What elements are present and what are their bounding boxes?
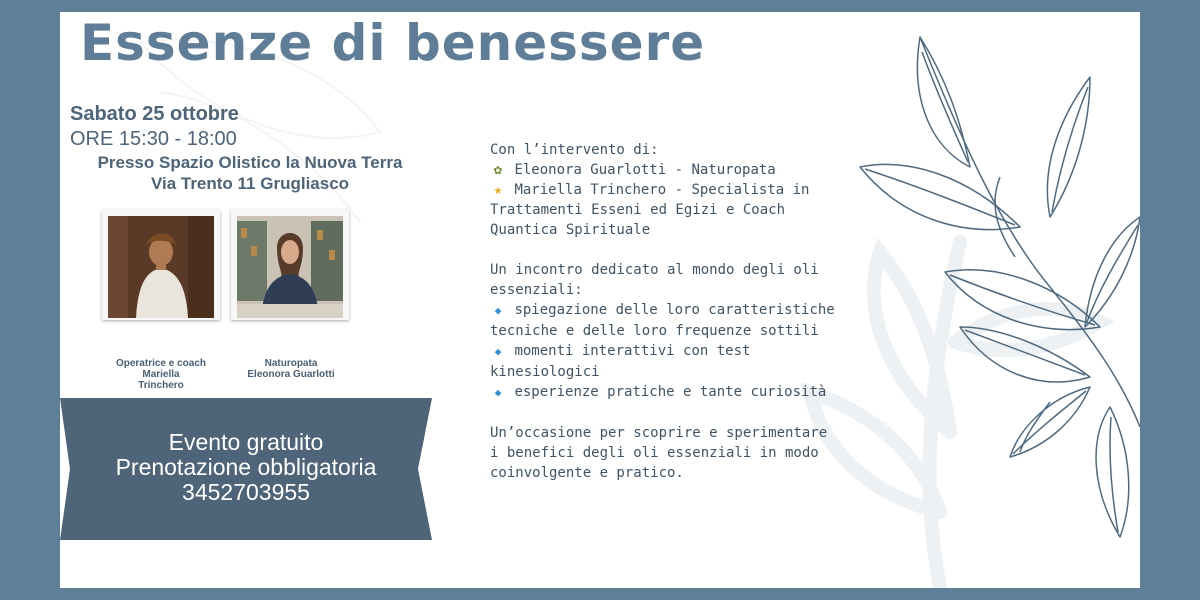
flyer-card — [60, 12, 1140, 588]
speaker-text: Trattamenti Esseni ed Egizi e Coach — [490, 202, 786, 218]
event-description — [490, 140, 850, 483]
bullet-text: kinesiologici — [490, 364, 600, 380]
caption-first-name: Mariella — [142, 369, 180, 380]
portrait-image — [237, 216, 343, 318]
free-event-label: Evento gratuito — [168, 429, 324, 455]
herb-icon: ✿ — [493, 162, 503, 178]
caption-role: Naturopata — [264, 358, 318, 369]
speaker-eleonora — [490, 160, 850, 180]
event-address: Via Trento 11 Grugliasco — [150, 174, 350, 193]
bullet-text: tecniche e delle loro frequenze sottili — [490, 323, 819, 339]
blue-diamond-icon: ◆ — [494, 345, 502, 358]
reservation-label: Prenotazione obbligatoria — [115, 454, 377, 480]
event-details — [70, 102, 430, 194]
speaker-text: Mariella Trinchero - Specialista in — [514, 182, 810, 198]
page-title: Essenze di benessere — [80, 14, 706, 72]
description-text: Un incontro dedicato al mondo degli oli — [490, 262, 819, 278]
bullet-item — [490, 300, 850, 321]
photo-caption-mariella — [98, 358, 224, 391]
phone-number: 3452703955 — [182, 479, 310, 505]
event-date: Sabato 25 ottobre — [70, 103, 239, 125]
bullet-text: momenti interattivi con test — [514, 343, 751, 359]
event-time: ORE 15:30 - 18:00 — [70, 128, 237, 150]
bullet-text: spiegazione delle loro caratteristiche — [514, 302, 835, 318]
caption-last-name: Trinchero — [138, 380, 184, 391]
speaker-mariella — [490, 180, 850, 200]
star-icon: ★ — [493, 182, 503, 198]
closing-text: i benefici degli oli essenziali in modo — [490, 445, 819, 461]
booking-info — [60, 430, 432, 505]
bullet-item — [490, 382, 850, 403]
caption-name: Eleonora Guarlotti — [247, 369, 335, 380]
bullet-text: esperienze pratiche e tante curiosità — [514, 384, 827, 400]
bullet-item — [490, 341, 850, 362]
blue-diamond-icon: ◆ — [494, 304, 502, 317]
speakers-intro: Con l’intervento di: — [490, 142, 659, 158]
photo-caption-eleonora — [224, 358, 358, 380]
speaker-text: Quantica Spirituale — [490, 222, 651, 238]
portrait-image — [108, 216, 214, 318]
closing-text: Un’occasione per scoprire e sperimentare — [490, 425, 828, 441]
speaker-text: Eleonora Guarlotti - Naturopata — [514, 162, 776, 178]
closing-text: coinvolgente e pratico. — [490, 465, 684, 481]
blue-diamond-icon: ◆ — [494, 386, 502, 399]
event-venue: Presso Spazio Olistico la Nuova Terra — [97, 153, 403, 172]
caption-role: Operatrice e coach — [115, 358, 207, 369]
photo-mariella — [102, 210, 220, 320]
description-text: essenziali: — [490, 282, 583, 298]
photo-eleonora — [231, 210, 349, 320]
leaf-illustration-icon — [850, 27, 1140, 547]
